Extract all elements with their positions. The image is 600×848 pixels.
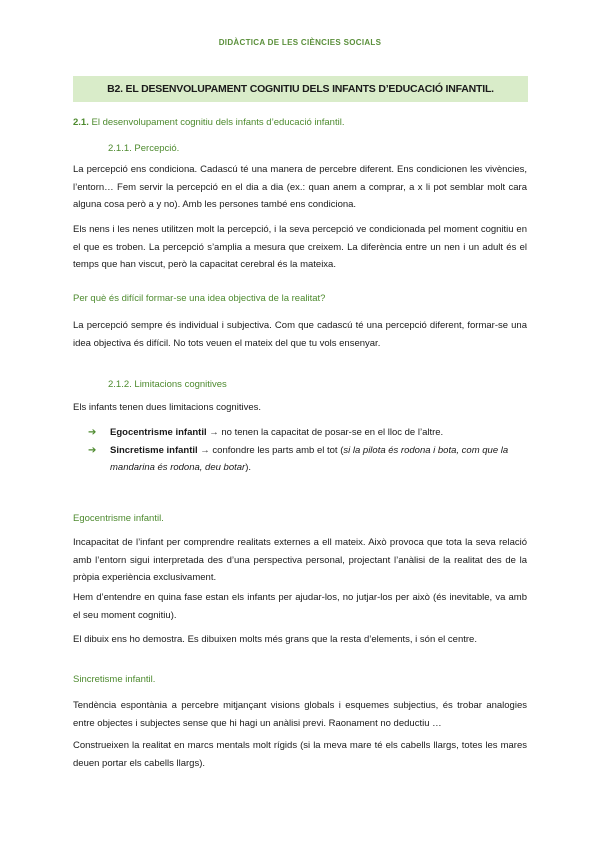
section-number: 2.1. (73, 117, 89, 128)
paragraph-limitacions: Els infants tenen dues limitacions cognitives. (73, 402, 261, 413)
paragraph-egocentrisme-3: El dibuix ens ho demostra. Es dibuixen molts més grans que la resta d’elements, i són el centre. (73, 634, 477, 645)
heading-sincretisme: Sincretisme infantil. (73, 674, 156, 685)
paragraph-egocentrisme-1: Incapacitat de l’infant per comprendre realitats externes a ell mateix. Això provoca que tota la seva relació amb l’entorn sigui interpretada des d’una perspectiva personal, projectant l’anàlisi de la realitat des de la pròpia experiència exclusivament. (73, 537, 527, 583)
paragraph-objectivitat: La percepció sempre és individual i subjectiva. Com que cadascú té una percepció diferent, formar-se una idea objectiva és difícil. No tots veuen el mateix del que tu vols ensenyar. (73, 320, 527, 349)
subsection-heading-limitacions: 2.1.2. Limitacions cognitives (108, 379, 227, 390)
list-item-term: Sincretisme infantil (110, 444, 198, 456)
section-title: El desenvolupament cognitiu dels infants d’educació infantil. (91, 117, 345, 128)
arrow-bullet-icon: ➔ (88, 444, 97, 456)
list-item-example: si la pilota és rodona i bota, com que la mandarina és rodona, deu botar (110, 444, 509, 473)
arrow-bullet-icon: ➔ (88, 427, 97, 438)
subsection-heading-percepcio: 2.1.1. Percepció. (108, 143, 180, 154)
list-item-text: → no tenen la capacitat de posar-se en el lloc de l’altre. (206, 427, 444, 438)
paragraph-percepcio-2: Els nens i les nenes utilitzen molt la percepció, i la seva percepció ve condicionada pel moment cognitiu en el que es troben. La percepció s’amplia a mesura que creixem. La diferència entre un nen i un adult és el temps que han viscut, però la capacitat cerebral és la mateixa. (73, 224, 527, 270)
list-item (88, 424, 528, 442)
running-header: DIDÀCTICA DE LES CIÈNCIES SOCIALS (218, 38, 382, 47)
question-heading: Per què és difícil formar-se una idea objectiva de la realitat? (73, 293, 326, 304)
paragraph-sincretisme-2: Construeixen la realitat en marcs mentals molt rígids (si la meva mare té els cabells llargs, totes les mares deuen portar els cabells llargs). (73, 740, 527, 769)
chapter-title: B2. EL DESENVOLUPAMENT COGNITIU DELS INFANTS D’EDUCACIÓ INFANTIL. (107, 83, 494, 95)
paragraph-sincretisme-1: Tendència espontània a percebre mitjançant visions globals i esquemes subjectius, és trobar analogies entre objectes i subjectes sense que hi hagi un anàlisi previ. Raonament no deductiu … (73, 700, 527, 729)
heading-egocentrisme: Egocentrisme infantil. (73, 513, 164, 524)
paragraph-percepcio-1: La percepció ens condiciona. Cadascú té una manera de percebre diferent. Ens condicionen les vivències, l’entorn… Fem servir la percepció en el dia a dia (ex.: quan anem a comprar, a x li pot semblar molt cara alguna cosa però a y no). Amb les persones també ens condiciona. (73, 164, 527, 210)
limitations-list (88, 424, 528, 477)
paragraph-egocentrisme-2: Hem d’entendre en quina fase estan els infants per ajudar-los, no jutjar-los per això (és inevitable, va amb el seu moment cognitiu). (73, 592, 527, 621)
list-item-term: Egocentrisme infantil (110, 427, 207, 438)
list-item-close: ). (245, 462, 252, 473)
chapter-banner (73, 76, 528, 102)
list-item (88, 442, 528, 477)
section-heading (73, 117, 344, 128)
list-item-text: → confondre les parts amb el tot ( (197, 444, 344, 456)
